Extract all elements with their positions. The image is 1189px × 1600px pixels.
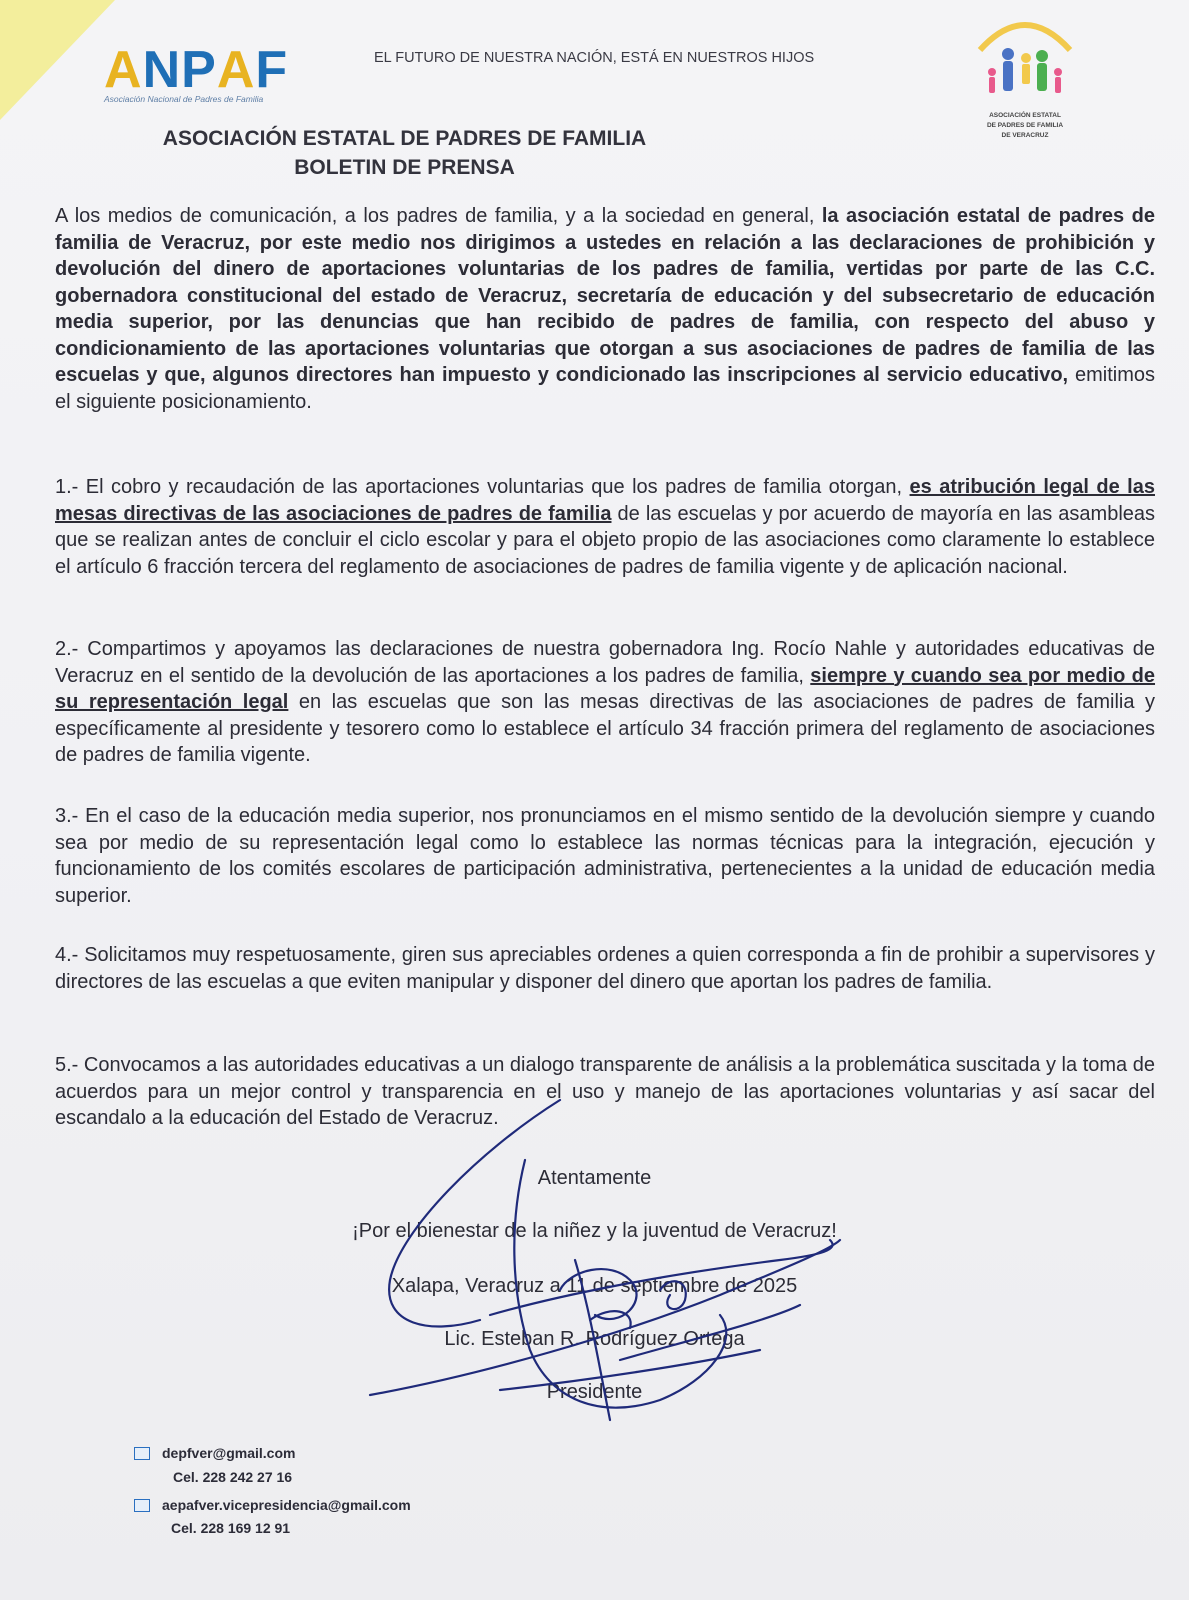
email-1-text: depfver@gmail.com [162, 1445, 296, 1461]
aepf-logo-line1: ASOCIACIÓN ESTATAL [989, 112, 1061, 119]
intro-text-part3: emitimos el siguiente posicionamiento. [55, 364, 1155, 413]
paragraph-2 [55, 636, 1155, 769]
paragraph-3: 3.- En el caso de la educación media superior, nos pronunciamos en el mismo sentido de la devolución siempre y cuando sea por medio de su representación legal como lo establece las normas técnicas para la integración, ejecución y funcionamiento de los comités escolares de participación administrativa, pertenecientes a la unidad de educación media superior. [55, 805, 1155, 907]
mail-icon [134, 1499, 150, 1512]
paragraph-5: 5.- Convocamos a las autoridades educativas a un dialogo transparente de análisis a la problemática suscitada y la toma de acuerdos para un mejor control y transparencia en el uso y manejo de las aportaciones voluntarias y así sacar del escandalo a la educación del Estado de Veracruz. [55, 1054, 1155, 1129]
sticky-note-corner [0, 0, 115, 120]
slogan: EL FUTURO DE NUESTRA NACIÓN, ESTÁ EN NUESTROS HIJOS [374, 50, 815, 66]
intro-paragraph [55, 203, 1155, 415]
paragraph-1 [55, 474, 1155, 580]
paragraph-4: 4.- Solicitamos muy respetuosamente, giren sus apreciables ordenes a quien corresponda a fin de prohibir a supervisores y directores de las escuelas a que eviten manipular y disponer del dinero que aportan los padres de familia. [55, 944, 1155, 993]
signer-role: Presidente [546, 1381, 643, 1403]
document-title: ASOCIACIÓN ESTATAL DE PADRES DE FAMILIA [162, 127, 647, 150]
p2-text-part2: en las escuelas que son las mesas directivas de las asociaciones de padres de familia y específicamente al presidente y tesorero como lo establece el artículo 34 fracción primera del reglamento de asociaciones de padres de familia vigente. [55, 691, 1156, 766]
p2-text-part1: 2.- Compartimos y apoyamos las declaraciones de nuestra gobernadora Ing. Rocío Nahle y autoridades educativas de Veracruz en el sentido de la devolución de las aportaciones a los padres de familia, [55, 638, 1155, 687]
p2-underlined: siempre y cuando sea por medio de su representación legal [55, 664, 1156, 713]
contact-phone-1: Cel. 228 242 27 16 [173, 1469, 293, 1485]
anpaf-logo [104, 41, 304, 106]
aepf-logo-line3: DE VERACRUZ [1001, 132, 1049, 139]
aepf-logo-line2: DE PADRES DE FAMILIA [986, 122, 1064, 129]
document-subtitle: BOLETIN DE PRENSA [294, 156, 515, 179]
mail-icon [134, 1447, 150, 1460]
intro-text-part2: la asociación estatal de padres de familia de Veracruz, por este medio nos dirigimos a ustedes en relación a las declaraciones de prohibición y devolución del dinero de aportaciones voluntarias de los padres de familia, vertidas por parte de las C.C. gobernadora constitucional del estado de Veracruz, secretaría de educación y del subsecretario de educación media superior, por las denuncias que han recibido de padres de familia, con respecto del abuso y condicionamiento de las aportaciones voluntarias que otorgan a sus asociaciones de padres de familia de las escuelas y que, algunos directores han impuesto y condicionado las inscripciones al servicio educativo, [55, 205, 1155, 386]
contact-phone-2: Cel. 228 169 12 91 [171, 1520, 291, 1536]
closing-salutation: Atentamente [537, 1167, 652, 1189]
closing-motto: ¡Por el bienestar de la niñez y la juventud de Veracruz! [352, 1220, 837, 1242]
family-figures-icon [970, 10, 1080, 110]
email-2-text: aepafver.vicepresidencia@gmail.com [162, 1497, 411, 1513]
anpaf-logo-subtitle: Asociación Nacional de Padres de Familia [104, 94, 264, 104]
closing-place-date: Xalapa, Veracruz a 11 de septiembre de 2025 [391, 1275, 798, 1297]
p1-underlined: es atribución legal de las mesas directivas de las asociaciones de padres de familia [55, 476, 1155, 525]
anpaf-logo-word: ANPAF [104, 41, 289, 99]
signer-name: Lic. Esteban R. Rodríguez Ortega [444, 1328, 745, 1350]
p1-text-part1: 1.- El cobro y recaudación de las aportaciones voluntarias que los padres de familia otorgan, [55, 476, 910, 498]
p1-text-part2: de las escuelas y por acuerdo de mayoría en las asambleas que se realizan antes de concluir el ciclo escolar y para el objeto propio de las asociaciones como claramente lo establece el artículo 6 fracción tercera del reglamento de asociaciones de padres de familia vigente y de aplicación nacional. [55, 502, 1156, 578]
intro-text-part1: A los medios de comunicación, a los padres de familia, y a la sociedad en general, [55, 205, 815, 227]
